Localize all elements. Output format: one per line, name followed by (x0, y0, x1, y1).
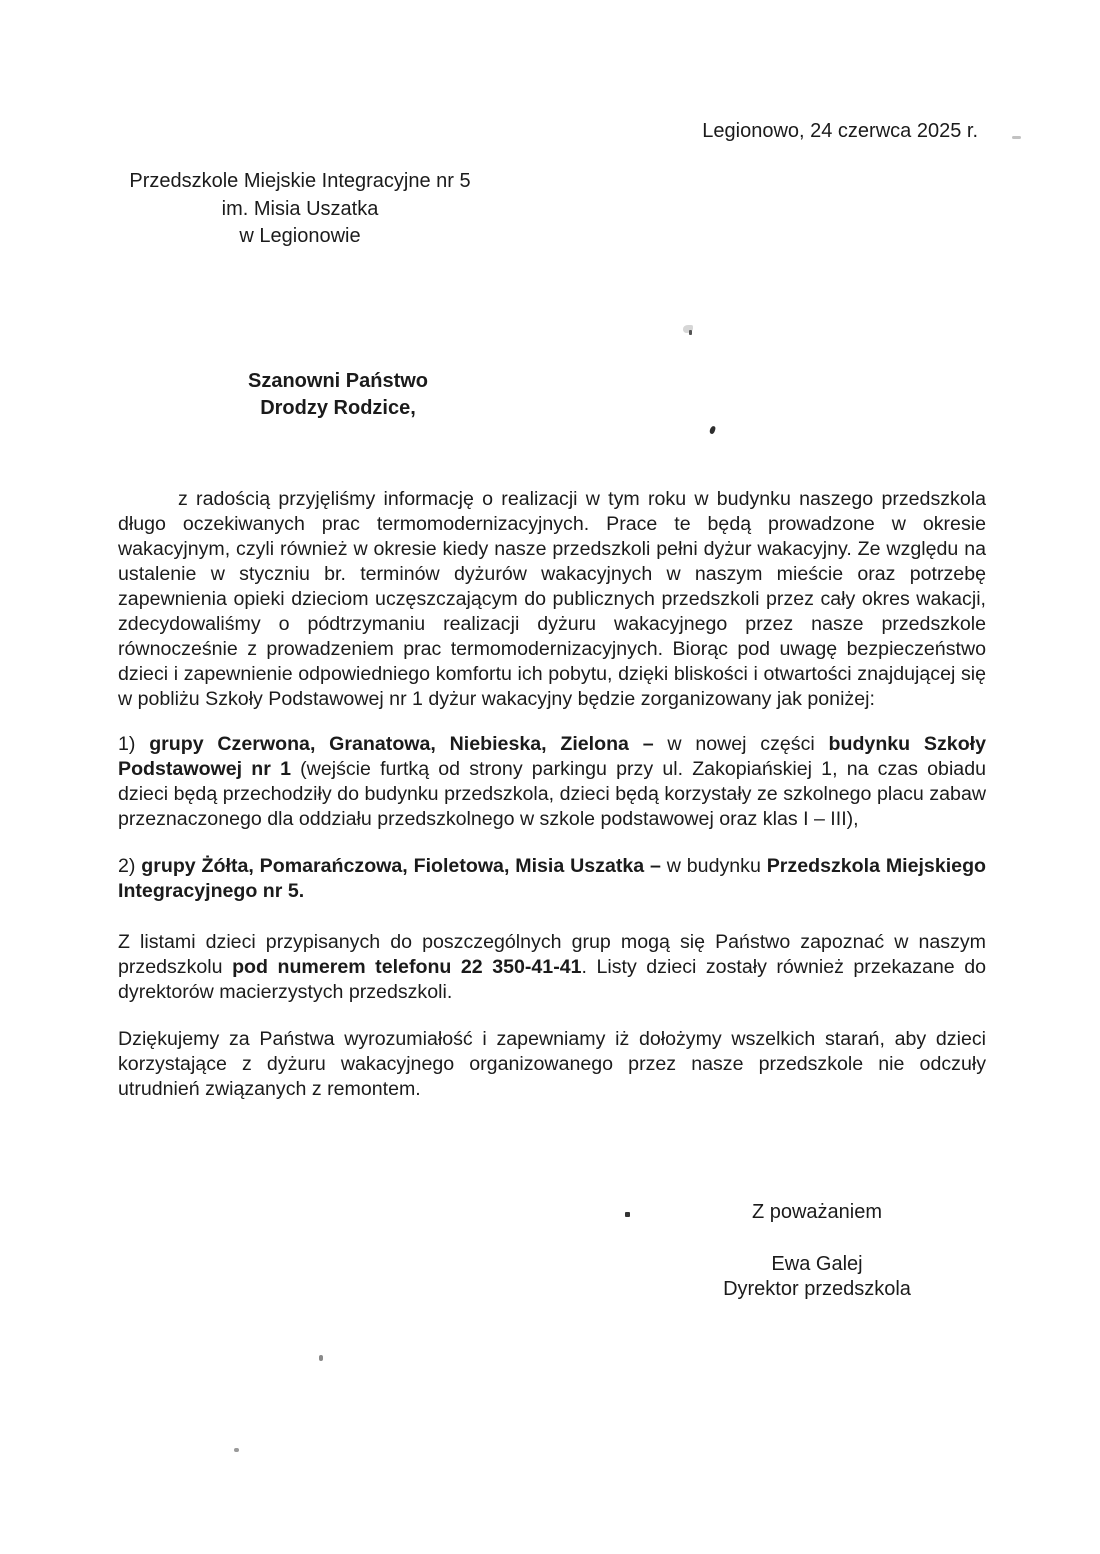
scan-artifact (625, 1212, 630, 1217)
paragraph-item-2 (118, 854, 986, 904)
valediction: Z poważaniem (751, 1201, 883, 1223)
text-run: z radością przyjęliśmy informację o realizacji w tym roku w budynku naszego przedszkola długo oczekiwanych prac termomodernizacyjnych. Prace te będą prowadzone w okresie wakacyjnym, czyli również w okresie kiedy nasze przedszkoli pełni dyżur wakacyjny. Ze względu na ustalenie w styczniu br. terminów dyżurów wakacyjnych w naszym mieście oraz potrzebę zapewnienia opieki dzieciom uczęszczającym do publicznych przedszkoli przez cały okres wakacji, zdecydowaliśmy o pódtrzymaniu realizacji dyżuru wakacyjnego przez nasze przedszkole równocześnie z prowadzeniem prac termomodernizacyjnych. Biorąc pod uwagę bezpieczeństwo dzieci i zapewnienie odpowiedniego komfortu ich pobytu, dzięki bliskości i otwartości znajdującej się w pobliżu Szkoły Podstawowej nr 1 dyżur wakacyjny będzie zorganizowany jak poniżej: (118, 488, 986, 710)
scan-artifact (234, 1448, 239, 1452)
paragraph-intro (118, 487, 986, 712)
salutation (242, 368, 434, 421)
closing (710, 1200, 924, 1302)
sender-address (117, 168, 483, 251)
text-run: Z listami dzieci przypisanych do poszczególnych grup mogą się Państwo zapoznać w naszym przedszkolu (118, 931, 986, 978)
text-run: (wejście furtką od strony parkingu przy ul. Zakopiańskiej 1, na czas obiadu dzieci będą przechodziły do budynku przedszkola, dzieci będą korzystały ze szkolnego placu zabaw przeznaczonego dla oddziału przedszkolnego w szkole podstawowej oraz klas I – III), (118, 758, 986, 830)
letter-body (118, 487, 986, 1102)
signer-title: Dyrektor przedszkola (723, 1278, 911, 1300)
paragraph-item-1 (118, 732, 986, 832)
text-run: w nowej części (653, 733, 829, 755)
bold-text-run: Przedszkola Miejskiego Integracyjnego nr 5. (118, 855, 987, 902)
scan-artifact (319, 1355, 323, 1361)
sender-line-2: im. Misia Uszatka (221, 197, 379, 220)
scan-artifact (689, 330, 692, 335)
date-line: Legionowo, 24 czerwca 2025 r. (702, 120, 978, 142)
scan-artifact (709, 425, 716, 434)
bold-text-run: budynku Szkoły Podstawowej nr 1 (118, 733, 987, 780)
bold-text-run: grupy Czerwona, Granatowa, Niebieska, Zielona – (149, 733, 654, 755)
sender-line-3: w Legionowie (239, 225, 361, 247)
text-run: w budynku (660, 855, 767, 877)
bold-text-run: grupy Żółta, Pomarańczowa, Fioletowa, Misia Uszatka – (141, 855, 661, 877)
text-run: . Listy dzieci zostały również przekazane do dyrektorów macierzystych przedszkoli. (118, 956, 986, 1003)
paragraph-lists-info (118, 930, 986, 1005)
sender-line-1: Przedszkole Miejskie Integracyjne nr 5 (129, 170, 471, 192)
salutation-line-1: Szanowni Państwo (247, 370, 429, 392)
scan-artifact (1012, 136, 1021, 139)
paragraph-thanks (118, 1027, 986, 1102)
salutation-line-2: Drodzy Rodzice, (260, 396, 416, 419)
text-run: 1) (118, 733, 150, 755)
signer-name: Ewa Galej (771, 1253, 863, 1275)
text-run: Dziękujemy za Państwa wyrozumiałość i zapewniamy iż dołożymy wszelkich starań, aby dzieci korzystające z dyżuru wakacyjnego organizowanego przez nasze przedszkole nie odczuły utrudnień związanych z remontem. (118, 1028, 986, 1100)
text-run: 2) (118, 855, 142, 877)
bold-text-run: pod numerem telefonu 22 350-41-41 (232, 956, 582, 978)
